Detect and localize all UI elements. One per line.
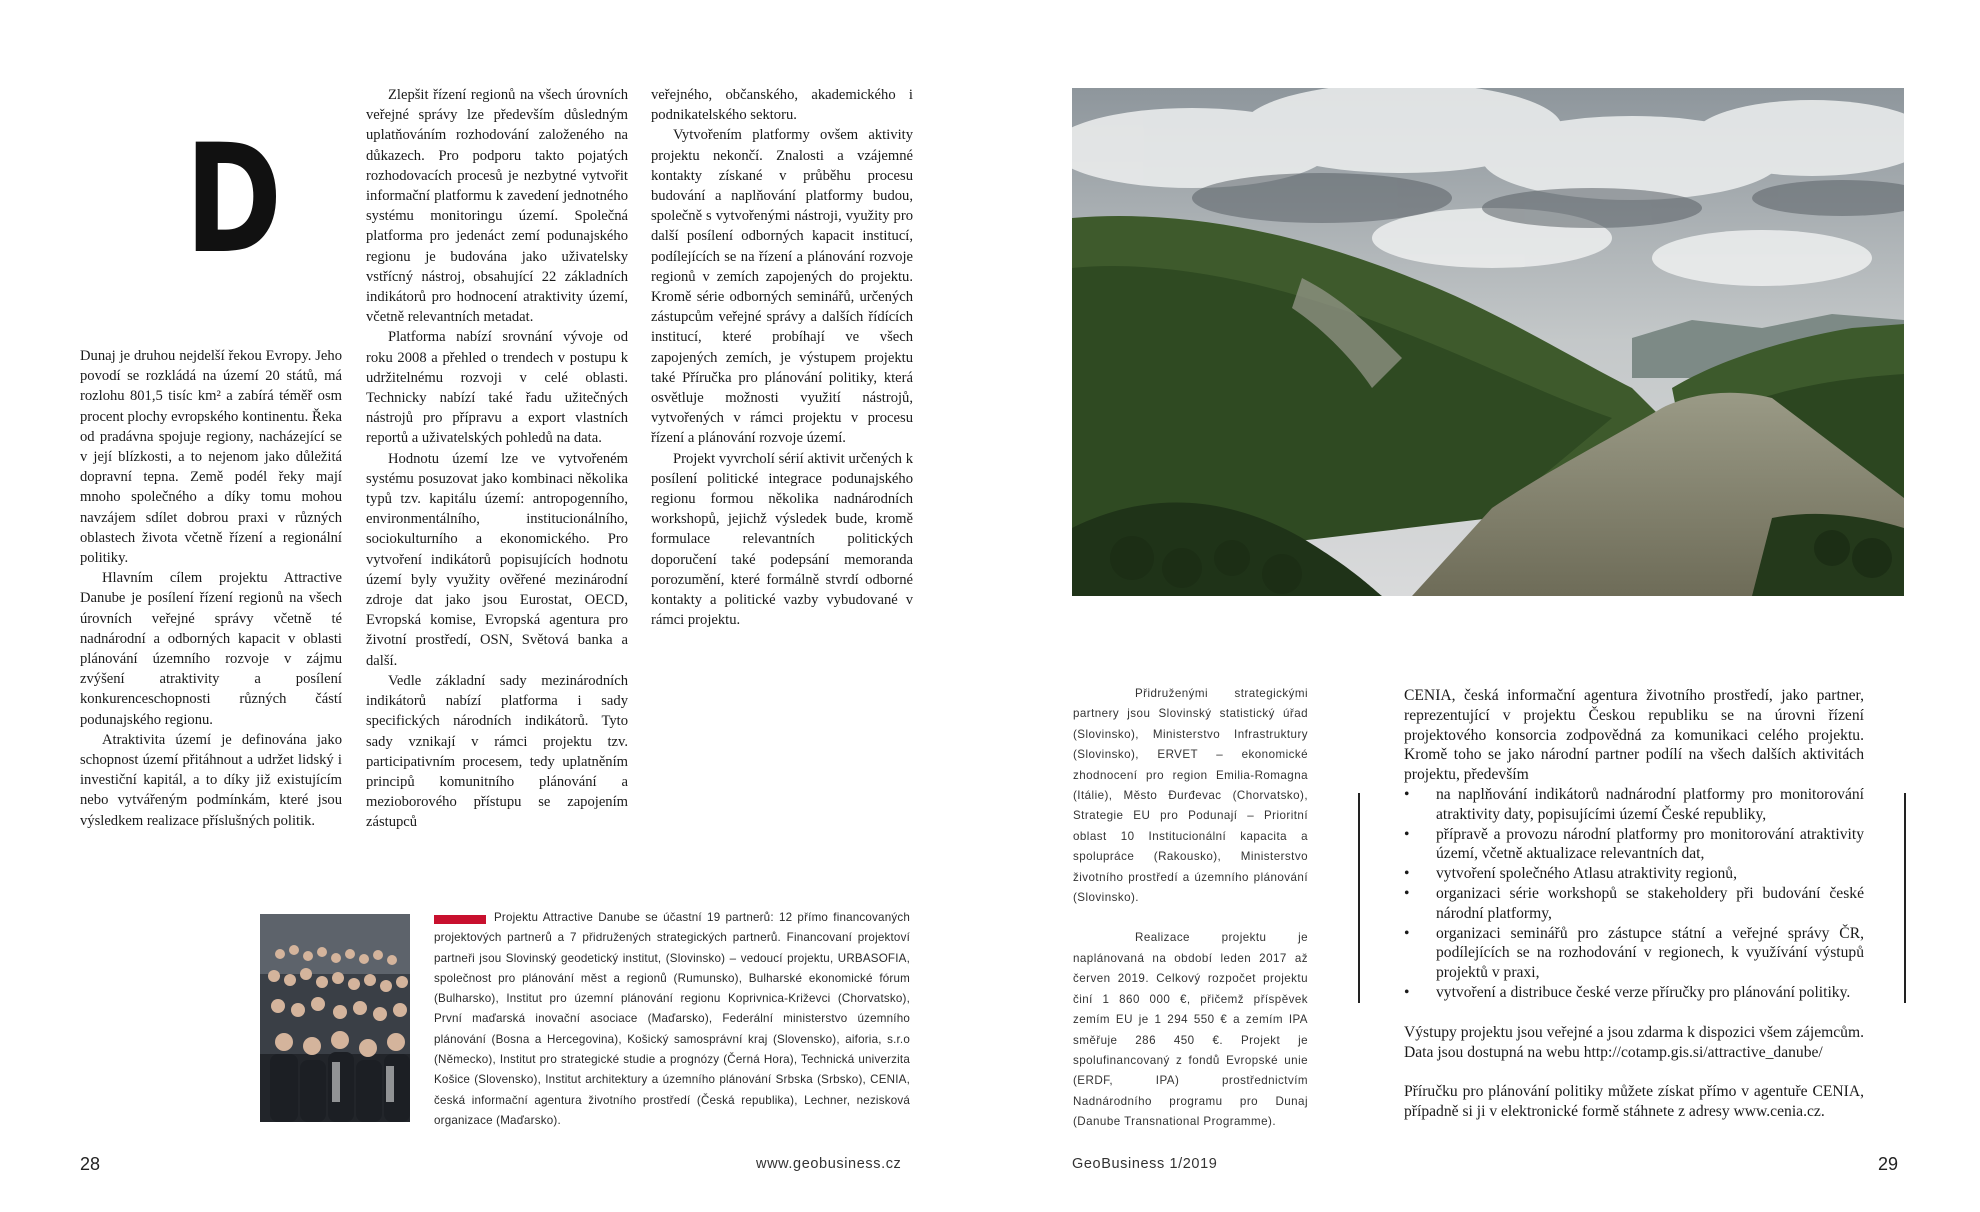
list-item: • organizaci série workshopů se stakeholdery při budování české národní platformy,: [1404, 884, 1864, 924]
outputs-text: Výstupy projektu jsou veřejné a jsou zdarma k dispozici všem zájemcům. Data jsou dostupná na webu http://cotamp.gis.si/attractive_danube/: [1404, 1023, 1864, 1061]
list-item: • na naplňování indikátorů nadnárodní platformy pro monitorování atraktivity daty, popisujícími území České republiky,: [1404, 785, 1864, 825]
vertical-rule-right: [1904, 793, 1906, 1003]
group-photo: [260, 914, 410, 1122]
landscape-illustration: [1072, 88, 1904, 596]
paragraph: Hodnotu území lze ve vytvořeném systému posuzovat jako kombinaci několika typů tzv. kapitálu území: antropogenního, environmentálního, institucionálního, sociokulturního a ekonomického. Pro vytvoření indikátorů popisujících hodnotu území byly využity ověřené mezinárodní zdroje dat jako jsou Eurostat, OECD, Evropská komise, Evropská agentura pro životní prostředí, OSN, Světová banka a další.: [366, 450, 628, 669]
danube-landscape-photo: [1072, 88, 1904, 596]
paragraph: Vedle základní sady mezinárodních indikátorů nabízí platforma i sady specifických národních indikátorů. Tyto sady vznikají v rámci projektu tzv. participativním procesem, tedy uplatněním principů komunitního plánování a mezioborového přístupu se zapojením zástupců: [366, 672, 628, 831]
handbook-text: Příručku pro plánování politiky můžete získat přímo v agentuře CENIA, případně si ji v elektronické formě stáhnete z adresy www.cenia.cz.: [1404, 1083, 1864, 1121]
article-column-2: [366, 85, 628, 833]
footer-url: www.geobusiness.cz: [756, 1156, 902, 1172]
list-item: • organizaci seminářů pro zástupce státní a veřejné správy ČR, podílejících se na rozhodování v regionech, k využívání výstupů projektů v praxi,: [1404, 924, 1864, 983]
paragraph: Projekt vyvrcholí sérií aktivit určených k posílení politické integrace podunajského regionu formou několika nadnárodních workshopů, jejichž výsledek bude, kromě formulace relevantních politických doporučení také podepsání memoranda porozumění, které formálně stvrdí odborné kontakty a politické vazby vybudované v rámci projektu.: [651, 450, 913, 629]
paragraph: Hlavním cílem projektu Attractive Danube je posílení řízení regionů na všech úrovních veřejné správy včetně té nadnárodní a odborných kapacit v oblasti plánování územního rozvoje v zájmu zvýšení atraktivity a posílení konkurenceschopnosti různých částí podunajského regionu.: [80, 570, 342, 728]
vertical-rule-left: [1358, 793, 1360, 1003]
cenia-box: [1404, 686, 1864, 1122]
footer-issue: GeoBusiness 1/2019: [1072, 1156, 1218, 1172]
paragraph: Zlepšit řízení regionů na všech úrovních veřejné správy lze především důsledným uplatňováním rozhodování založeného na důkazech. Pro podporu takto pojatých rozhodovacích procesů je nezbytné vytvořit informační platformu k zavedení jednotného systému monitoringu území. Společná platforma pro jedenáct zemí podunajského regionu je budována jako uživatelsky vstřícný nástroj, obsahující 22 základních indikátorů pro hodnocení atraktivity území, včetně relevantních metadat.: [366, 87, 628, 326]
photo-caption: Projektu Attractive Danube se účastní 19 partnerů: 12 přímo financovaných projektových partnerů a 7 přidružených strategických partnerů. Financovaní projektoví partneři jsou Slovinský geodetický institut, (Slovinsko) – vedoucí projektu, URBASOFIA, společnost pro plánování měst a regionů (Rumunsko), Bulharské ekonomické fórum (Bulharsko), Institut pro územní plánování regionu Koprivnica-Križevci (Chorvatsko), První maďarská inovační asociace (Maďarsko), Federální ministerstvo územního plánování (Bosna a Hercegovina), Košický samosprávní kraj (Slovensko), aiforia, s.r.o (Německo), Institut pro strategické studie a prognózy (Černá Hora), Technická univerzita Košice (Slovensko), Institut architektury a územního plánování Srbska (Srbsko), CENIA, česká informační agentura životního prostředí (Česká republika), Lechner, nezisková organizace (Maďarsko).: [434, 911, 910, 1127]
paragraph: veřejného, občanského, akademického i podnikatelského sektoru.: [651, 87, 913, 124]
partners-sidebar: [1073, 684, 1308, 1133]
drop-cap: D: [185, 113, 280, 287]
cenia-activities-list: [1404, 785, 1864, 1003]
cenia-intro: CENIA, česká informační agentura životního prostředí, jako partner, reprezentující v projektu Českou republiku se na úrovni řízení projektového konsorcia zodpovědná za komunikaci celého projektu. Kromě toho se jako národní partner podílí na všech dalších aktivitách projektu, především: [1404, 687, 1864, 784]
project-budget-text: Realizace projektu je naplánovaná na období leden 2017 až červen 2019. Celkový rozpočet projektu činí 1 860 000 €, přičemž příspěvek zemím EU je 1 294 550 € a zemím IPA směřuje 286 450 €. Projekt je spolufinancovaný z fondů Evropské unie (ERDF, IPA) prostřednictvím Nadnárodního programu pro Dunaj (Danube Transnational Programme).: [1073, 931, 1308, 1129]
list-item: • přípravě a provozu národní platformy pro monitorování atraktivity území, včetně aktualizace relevantních dat,: [1404, 825, 1864, 865]
article-column-3: [651, 85, 913, 630]
page-number-right: 29: [1878, 1154, 1899, 1174]
paragraph: Atraktivita území je definována jako schopnost území přitáhnout a udržet lidský i investiční kapitál, a to díky již existujícím nebo vytvářeným podmínkám, které jsou výsledkem realizace příslušných politik.: [80, 731, 342, 829]
paragraph: Platforma nabízí srovnání vývoje od roku 2008 a přehled o trendech v postupu k udržitelnému rozvoji v celé oblasti. Technicky nabízí také řadu užitečných nástrojů pro přípravu a export vlastních reportů a uživatelských pohledů na data.: [366, 329, 628, 447]
article-column-1: [80, 346, 342, 831]
associated-partners-text: Přidruženými strategickými partnery jsou Slovinský statistický úřad (Slovinsko), Ministerstvo Infrastruktury (Slovinsko), ERVET – ekonomické zhodnocení pro region Emilia-Romagna (Itálie), Město Đurđevac (Chorvatsko), Strategie EU pro Podunají – Prioritní oblast 10 Institucionální kapacita a spolupráce (Rakousko), Ministerstvo životního prostředí a územního plánování (Slovinsko).: [1073, 687, 1308, 905]
list-item: • vytvoření společného Atlasu atraktivity regionů,: [1404, 864, 1864, 884]
list-item: • vytvoření a distribuce české verze příručky pro plánování politiky.: [1404, 983, 1864, 1003]
paragraph: Vytvořením platformy ovšem aktivity projektu nekončí. Znalosti a vzájemné kontakty získané v průběhu procesu budování a naplňování platformy budou, společně s vytvořenými nástroji, využity pro další posílení odborných kapacit institucí, podílejících se na řízení a plánování rozvoje regionů v zemích zapojených do projektu. Kromě série odborných seminářů, určených zástupcům veřejné správy a dalších řídících institucí, které probíhají ve všech zapojených zemích, je výstupem projektu také Příručka pro plánování politiky, která osvětluje možnosti využití nástrojů, vytvořených v rámci projektu v procesu řízení a plánování rozvoje území.: [651, 127, 913, 447]
paragraph: Dunaj je druhou nejdelší řekou Evropy. Jeho povodí se rozkládá na území 20 států, má rozlohu 801,5 tisíc km² a zabírá téměř osm procent plochy evropského kontinentu. Řeka od pradávna spojuje regiony, nacházející se v její blízkosti, a to nejenom jako důležitá dopravní tepna. Země podél řeky mají mnoho společného a díky tomu mohou navzájem sdílet dobrou praxi v různých oblastech života včetně řízení a regionální politiky.: [80, 348, 342, 567]
group-photo-illustration: [260, 914, 410, 1122]
page-number-left: 28: [80, 1154, 101, 1174]
